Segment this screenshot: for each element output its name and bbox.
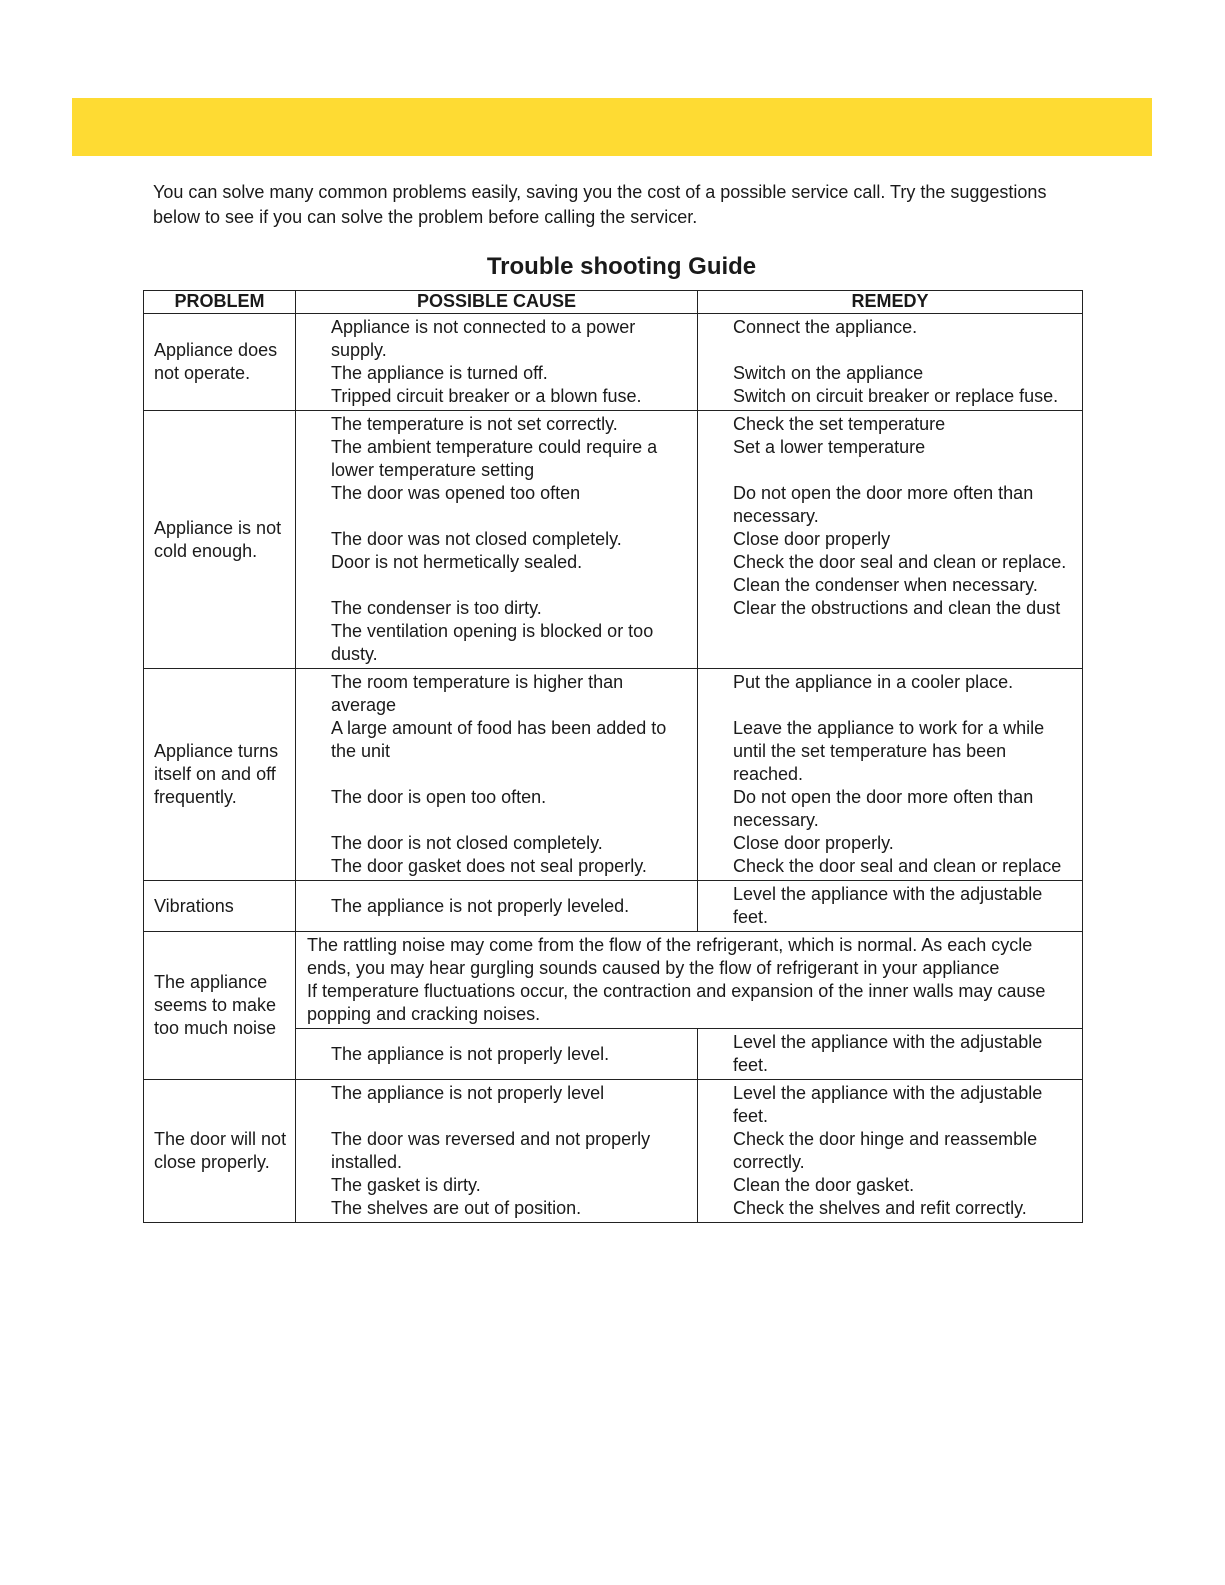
cause-line: The appliance is not properly level. bbox=[331, 1043, 610, 1064]
remedy-line: Check the door hinge and reassemble correctly. bbox=[733, 1129, 1038, 1172]
table-row bbox=[144, 669, 1083, 881]
cause-line: The room temperature is higher than average bbox=[331, 672, 624, 715]
note-cell bbox=[296, 932, 1083, 1029]
remedy-line: Level the appliance with the adjustable feet. bbox=[733, 1032, 1043, 1075]
problem-cell: The door will not close properly. bbox=[144, 1080, 296, 1223]
remedy-line: Close door properly bbox=[733, 529, 891, 549]
spacer bbox=[733, 339, 1078, 362]
spacer bbox=[733, 694, 1078, 717]
cause-line: The door was not closed completely. bbox=[331, 529, 622, 549]
remedy-line: Do not open the door more often than necessary. bbox=[733, 483, 1034, 526]
page-title: Trouble shooting Guide bbox=[486, 253, 757, 280]
spacer bbox=[331, 505, 691, 528]
cause-cell bbox=[296, 1029, 698, 1080]
troubleshooting-table bbox=[143, 290, 1083, 1223]
remedy-line: Level the appliance with the adjustable feet. bbox=[733, 884, 1043, 927]
cause-line: The appliance is not properly leveled. bbox=[331, 895, 630, 916]
problem-cell: Appliance does not operate. bbox=[144, 314, 296, 411]
remedy-cell bbox=[698, 1080, 1083, 1223]
cause-line: The ambient temperature could require a lower temperature setting bbox=[331, 437, 658, 480]
cause-line: The temperature is not set correctly. bbox=[331, 414, 618, 434]
remedy-line: Set a lower temperature bbox=[733, 437, 926, 457]
remedy-cell bbox=[698, 411, 1083, 669]
cause-line: The door is not closed completely. bbox=[331, 833, 603, 853]
cause-line: The appliance is turned off. bbox=[331, 363, 548, 383]
cause-cell bbox=[296, 1080, 698, 1223]
remedy-cell bbox=[698, 881, 1083, 932]
remedy-line: Leave the appliance to work for a while until the set temperature has been reached. bbox=[733, 718, 1045, 784]
cause-line: Tripped circuit breaker or a blown fuse. bbox=[331, 386, 642, 406]
problem-cell: The appliance seems to make too much noise bbox=[144, 932, 296, 1080]
table-row bbox=[144, 1080, 1083, 1223]
spacer bbox=[733, 459, 1078, 482]
cause-line: The appliance is not properly level bbox=[331, 1083, 605, 1103]
table-row bbox=[144, 314, 1083, 411]
table-row bbox=[144, 932, 1083, 1029]
cause-line: Door is not hermetically sealed. bbox=[331, 552, 583, 572]
cause-line: Appliance is not connected to a power supply. bbox=[331, 317, 636, 360]
remedy-line: Check the shelves and refit correctly. bbox=[733, 1198, 1027, 1218]
problem-cell: Vibrations bbox=[144, 881, 296, 932]
spacer bbox=[331, 809, 691, 832]
remedy-line: Close door properly. bbox=[733, 833, 894, 853]
table-header-row bbox=[144, 291, 1083, 314]
cause-line: The door was reversed and not properly installed. bbox=[331, 1129, 651, 1172]
header-remedy: REMEDY bbox=[698, 291, 1083, 314]
remedy-line: Do not open the door more often than necessary. bbox=[733, 787, 1034, 830]
remedy-line: Clean the condenser when necessary. bbox=[733, 575, 1038, 595]
remedy-line: Check the set temperature bbox=[733, 414, 946, 434]
remedy-line: Clean the door gasket. bbox=[733, 1175, 915, 1195]
cause-line: The ventilation opening is blocked or too dusty. bbox=[331, 621, 654, 664]
remedy-line: Clear the obstructions and clean the dust bbox=[733, 598, 1061, 618]
remedy-line: Put the appliance in a cooler place. bbox=[733, 672, 1014, 692]
header-problem: PROBLEM bbox=[144, 291, 296, 314]
remedy-line: Check the door seal and clean or replace bbox=[733, 856, 1062, 876]
problem-cell: Appliance turns itself on and off frequently. bbox=[144, 669, 296, 881]
cause-cell bbox=[296, 881, 698, 932]
remedy-line: Switch on circuit breaker or replace fuse. bbox=[733, 386, 1059, 406]
spacer bbox=[331, 574, 691, 597]
table-row bbox=[144, 411, 1083, 669]
remedy-line: Check the door seal and clean or replace. bbox=[733, 552, 1067, 572]
spacer bbox=[331, 763, 691, 786]
cause-line: The condenser is too dirty. bbox=[331, 598, 542, 618]
remedy-line: Switch on the appliance bbox=[733, 363, 924, 383]
cause-line: The door was opened too often bbox=[331, 483, 581, 503]
cause-line: The shelves are out of position. bbox=[331, 1198, 582, 1218]
cause-line: A large amount of food has been added to the unit bbox=[331, 718, 667, 761]
header-banner bbox=[72, 98, 1152, 156]
spacer bbox=[331, 1105, 691, 1128]
cause-cell bbox=[296, 669, 698, 881]
intro-text: You can solve many common problems easily, saving you the cost of a possible service call. Try the suggestions below to see if you can solve the problem before calling the servicer. bbox=[153, 182, 1047, 227]
cause-line: The door is open too often. bbox=[331, 787, 547, 807]
header-cause: POSSIBLE CAUSE bbox=[296, 291, 698, 314]
problem-cell: Appliance is not cold enough. bbox=[144, 411, 296, 669]
cause-line: The door gasket does not seal properly. bbox=[331, 856, 647, 876]
table-row bbox=[144, 881, 1083, 932]
remedy-cell bbox=[698, 669, 1083, 881]
remedy-line: Level the appliance with the adjustable feet. bbox=[733, 1083, 1043, 1126]
cause-cell bbox=[296, 314, 698, 411]
remedy-cell bbox=[698, 314, 1083, 411]
remedy-cell bbox=[698, 1029, 1083, 1080]
cause-line: The gasket is dirty. bbox=[331, 1175, 481, 1195]
note-line: If temperature fluctuations occur, the contraction and expansion of the inner walls may cause popping and cracking noises. bbox=[307, 981, 1046, 1024]
note-line: The rattling noise may come from the flow of the refrigerant, which is normal. As each cycle ends, you may hear gurgling sounds caused by the flow of refrigerant in your appliance bbox=[307, 935, 1033, 978]
cause-cell bbox=[296, 411, 698, 669]
remedy-line: Connect the appliance. bbox=[733, 317, 918, 337]
